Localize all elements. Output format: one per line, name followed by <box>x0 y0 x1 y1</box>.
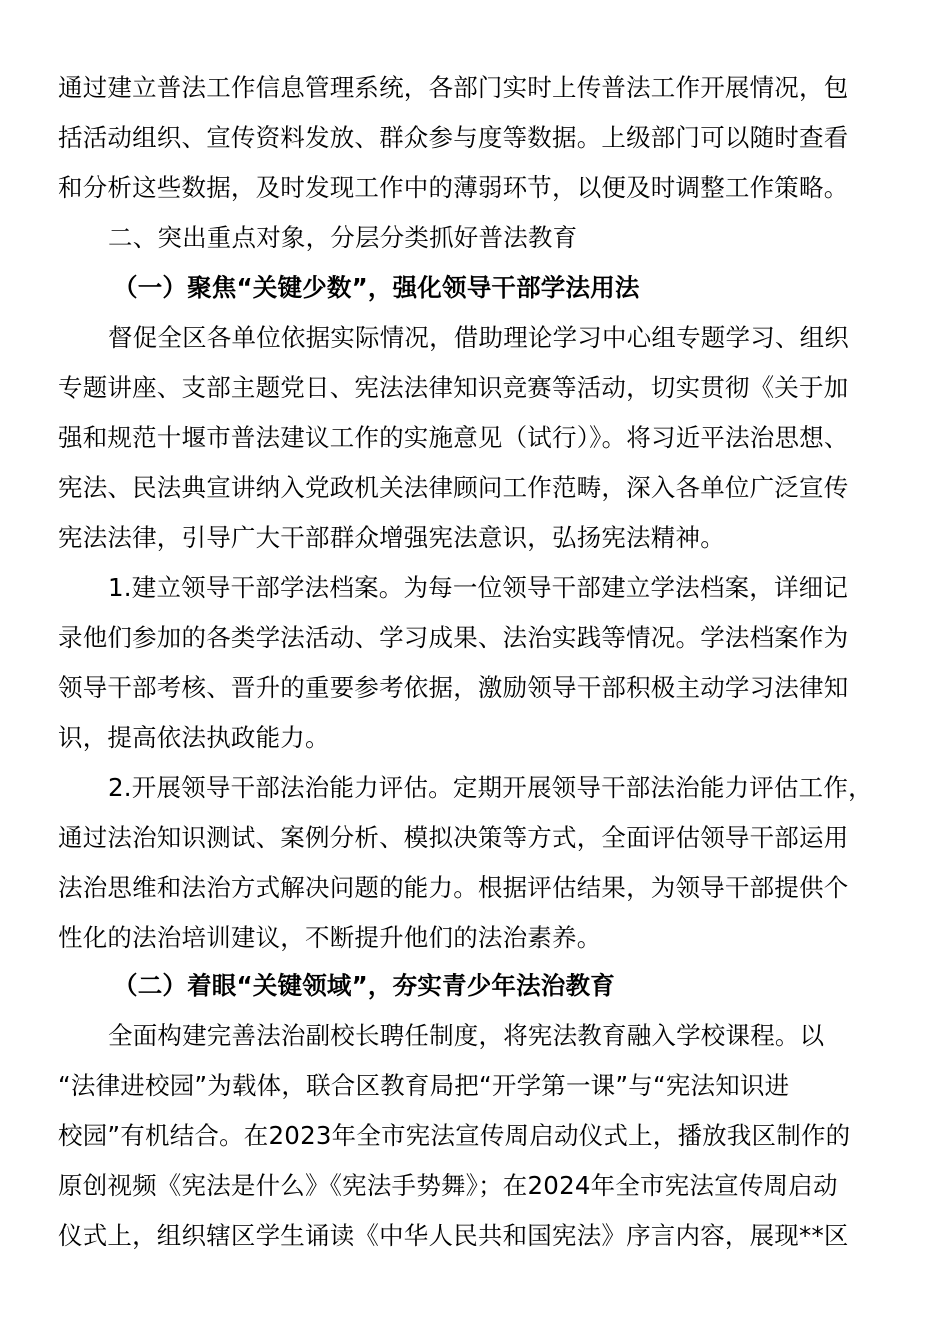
body-text-line: 宪法、民法典宣讲纳入党政机关法律顾问工作范畴，深入各单位广泛宣传 <box>58 473 849 502</box>
body-text-line: 录他们参加的各类学法活动、学习成果、法治实践等情况。学法档案作为 <box>58 623 849 652</box>
body-text-line: 强和规范十堰市普法建议工作的实施意见（试行）》。将习近平法治思想、 <box>58 423 849 452</box>
paragraph-start-line: 1.建立领导干部学法档案。为每一位领导干部建立学法档案，详细记 <box>108 573 849 602</box>
paragraph-start-line: 2.开展领导干部法治能力评估。定期开展领导干部法治能力评估工作， <box>108 773 873 802</box>
body-text-line: 识，提高依法执政能力。 <box>58 723 330 752</box>
body-text-line: 校园”有机结合。在2023年全市宪法宣传周启动仪式上，播放我区制作的 <box>58 1121 851 1150</box>
paragraph-start-line: 全面构建完善法治副校长聘任制度，将宪法教育融入学校课程。以 <box>108 1021 825 1050</box>
subsection-heading: （一）聚焦“关键少数”，强化领导干部学法用法 <box>113 273 640 302</box>
body-text-line: 括活动组织、宣传资料发放、群众参与度等数据。上级部门可以随时查看 <box>58 123 849 152</box>
body-text-line: 和分析这些数据，及时发现工作中的薄弱环节，以便及时调整工作策略。 <box>58 173 849 202</box>
body-text-line: 仪式上，组织辖区学生诵读《中华人民共和国宪法》序言内容，展现**区 <box>58 1221 849 1250</box>
body-text-line: 宪法法律，引导广大干部群众增强宪法意识，弘扬宪法精神。 <box>58 523 725 552</box>
body-text-line: 性化的法治培训建议，不断提升他们的法治素养。 <box>58 923 602 952</box>
body-text-line: 法治思维和法治方式解决问题的能力。根据评估结果，为领导干部提供个 <box>58 873 849 902</box>
body-text-line: 通过法治知识测试、案例分析、模拟决策等方式，全面评估领导干部运用 <box>58 823 849 852</box>
section-title: 二、突出重点对象，分层分类抓好普法教育 <box>108 223 578 252</box>
paragraph-start-line: 督促全区各单位依据实际情况，借助理论学习中心组专题学习、组织 <box>108 323 849 352</box>
body-text-line: 领导干部考核、晋升的重要参考依据，激励领导干部积极主动学习法律知 <box>58 673 849 702</box>
body-text-line: 专题讲座、支部主题党日、宪法法律知识竞赛等活动，切实贯彻《关于加 <box>58 373 849 402</box>
body-text-line: “法律进校园”为载体，联合区教育局把“开学第一课”与“宪法知识进 <box>58 1071 790 1100</box>
subsection-heading: （二）着眼“关键领域”，夯实青少年法治教育 <box>113 971 615 1000</box>
body-text-line: 通过建立普法工作信息管理系统，各部门实时上传普法工作开展情况，包 <box>58 73 849 102</box>
body-text-line: 原创视频《宪法是什么》《宪法手势舞》；在2024年全市宪法宣传周启动 <box>58 1171 838 1200</box>
